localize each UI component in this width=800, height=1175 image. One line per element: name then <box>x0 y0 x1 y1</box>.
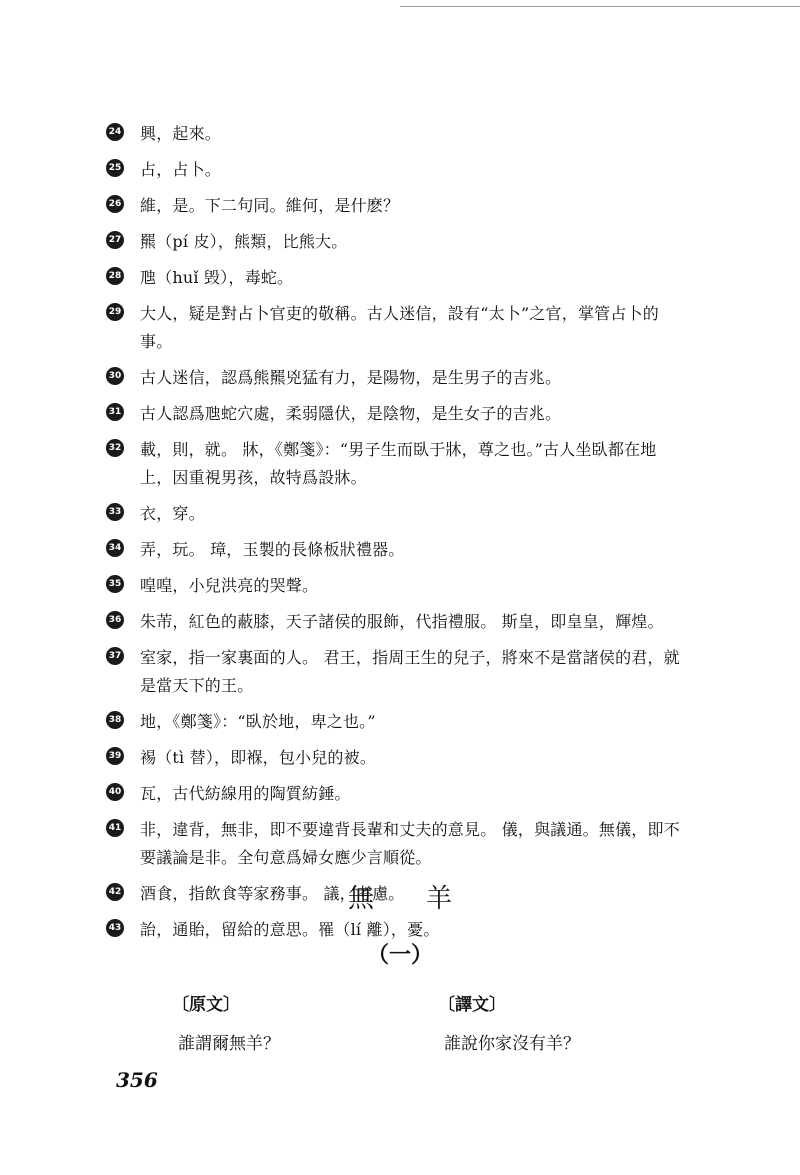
note-text: 衣，穿。 <box>140 504 205 523</box>
translation-label: 〔譯文〕 <box>438 995 506 1015</box>
note-item <box>106 364 686 392</box>
note-number-badge: 41 <box>106 819 124 837</box>
top-rule <box>400 6 800 7</box>
note-number-badge: 25 <box>106 159 124 177</box>
note-number-badge: 32 <box>106 439 124 457</box>
note-text: 地，《鄭箋》：“臥於地，卑之也。” <box>140 712 376 731</box>
note-text: 虺（huǐ 毁），毒蛇。 <box>140 268 294 287</box>
note-item <box>106 300 686 356</box>
note-text: 室家，指一家裏面的人。 君王，指周王生的兒子，將來不是當諸侯的君，就是當天下的王。 <box>140 648 680 695</box>
note-number-badge: 35 <box>106 575 124 593</box>
original-label: 〔原文〕 <box>172 995 240 1015</box>
note-item <box>106 436 686 492</box>
note-number-badge: 42 <box>106 883 124 901</box>
note-text: 裼（tì 替），即褓，包小兒的被。 <box>140 748 377 767</box>
note-number-badge: 33 <box>106 503 124 521</box>
note-item <box>106 572 686 600</box>
note-item <box>106 500 686 528</box>
translation-text: 誰說你家沒有羊？ <box>444 1034 580 1054</box>
original-column <box>172 990 280 1054</box>
note-item <box>106 264 686 292</box>
note-text: 詒，通貽，留給的意思。罹（lí 離），憂。 <box>140 920 440 939</box>
note-text: 羆（pí 皮），熊類，比熊大。 <box>140 232 348 251</box>
note-number-badge: 34 <box>106 539 124 557</box>
note-number-badge: 30 <box>106 367 124 385</box>
note-text: 瓦，古代紡線用的陶質紡錘。 <box>140 784 351 803</box>
note-number-badge: 27 <box>106 231 124 249</box>
note-text: 喤喤，小兒洪亮的哭聲。 <box>140 576 319 595</box>
notes-list <box>106 120 686 952</box>
note-item <box>106 192 686 220</box>
note-item <box>106 744 686 772</box>
page-number: 356 <box>116 1068 158 1092</box>
note-text: 大人，疑是對占卜官吏的敬稱。古人迷信，設有“太卜”之官，掌管占卜的事。 <box>140 304 659 351</box>
note-item <box>106 816 686 872</box>
note-number-badge: 24 <box>106 123 124 141</box>
note-item <box>106 156 686 184</box>
note-text: 古人認爲虺蛇穴處，柔弱隱伏，是陰物，是生女子的吉兆。 <box>140 404 562 423</box>
note-item <box>106 400 686 428</box>
note-text: 維，是。下二句同。維何，是什麽？ <box>140 196 400 215</box>
note-item <box>106 608 686 636</box>
section-number: （一） <box>366 942 433 968</box>
original-text: 誰謂爾無羊？ <box>178 1034 280 1054</box>
note-number-badge: 40 <box>106 783 124 801</box>
note-number-badge: 28 <box>106 267 124 285</box>
note-text: 弄，玩。 璋，玉製的長條板狀禮器。 <box>140 540 405 559</box>
poem-title: 無羊 <box>347 884 504 914</box>
note-number-badge: 37 <box>106 647 124 665</box>
note-number-badge: 43 <box>106 919 124 937</box>
note-item <box>106 536 686 564</box>
note-number-badge: 36 <box>106 611 124 629</box>
note-text: 古人迷信，認爲熊羆兇猛有力，是陽物，是生男子的吉兆。 <box>140 368 562 387</box>
note-number-badge: 39 <box>106 747 124 765</box>
note-item <box>106 228 686 256</box>
note-number-badge: 29 <box>106 303 124 321</box>
note-item <box>106 644 686 700</box>
note-item <box>106 708 686 736</box>
note-text: 載，則，就。 牀，《鄭箋》：“男子生而臥于牀，尊之也。”古人坐臥都在地上，因重視男孩，故特爲設牀。 <box>140 440 657 487</box>
note-text: 非，違背，無非，即不要違背長輩和丈夫的意見。 儀，與議通。無儀，即不要議論是非。全句意爲婦女應少言順從。 <box>140 820 680 867</box>
note-number-badge: 31 <box>106 403 124 421</box>
note-text: 酒食，指飲食等家務事。 議，考慮。 <box>140 884 405 903</box>
note-text: 朱芾，紅色的蔽膝，天子諸侯的服飾，代指禮服。 斯皇，即皇皇，輝煌。 <box>140 612 664 631</box>
note-number-badge: 38 <box>106 711 124 729</box>
note-text: 占，占卜。 <box>140 160 222 179</box>
translation-column <box>438 990 580 1054</box>
note-item <box>106 780 686 808</box>
note-number-badge: 26 <box>106 195 124 213</box>
note-text: 興，起來。 <box>140 124 222 143</box>
note-item <box>106 120 686 148</box>
